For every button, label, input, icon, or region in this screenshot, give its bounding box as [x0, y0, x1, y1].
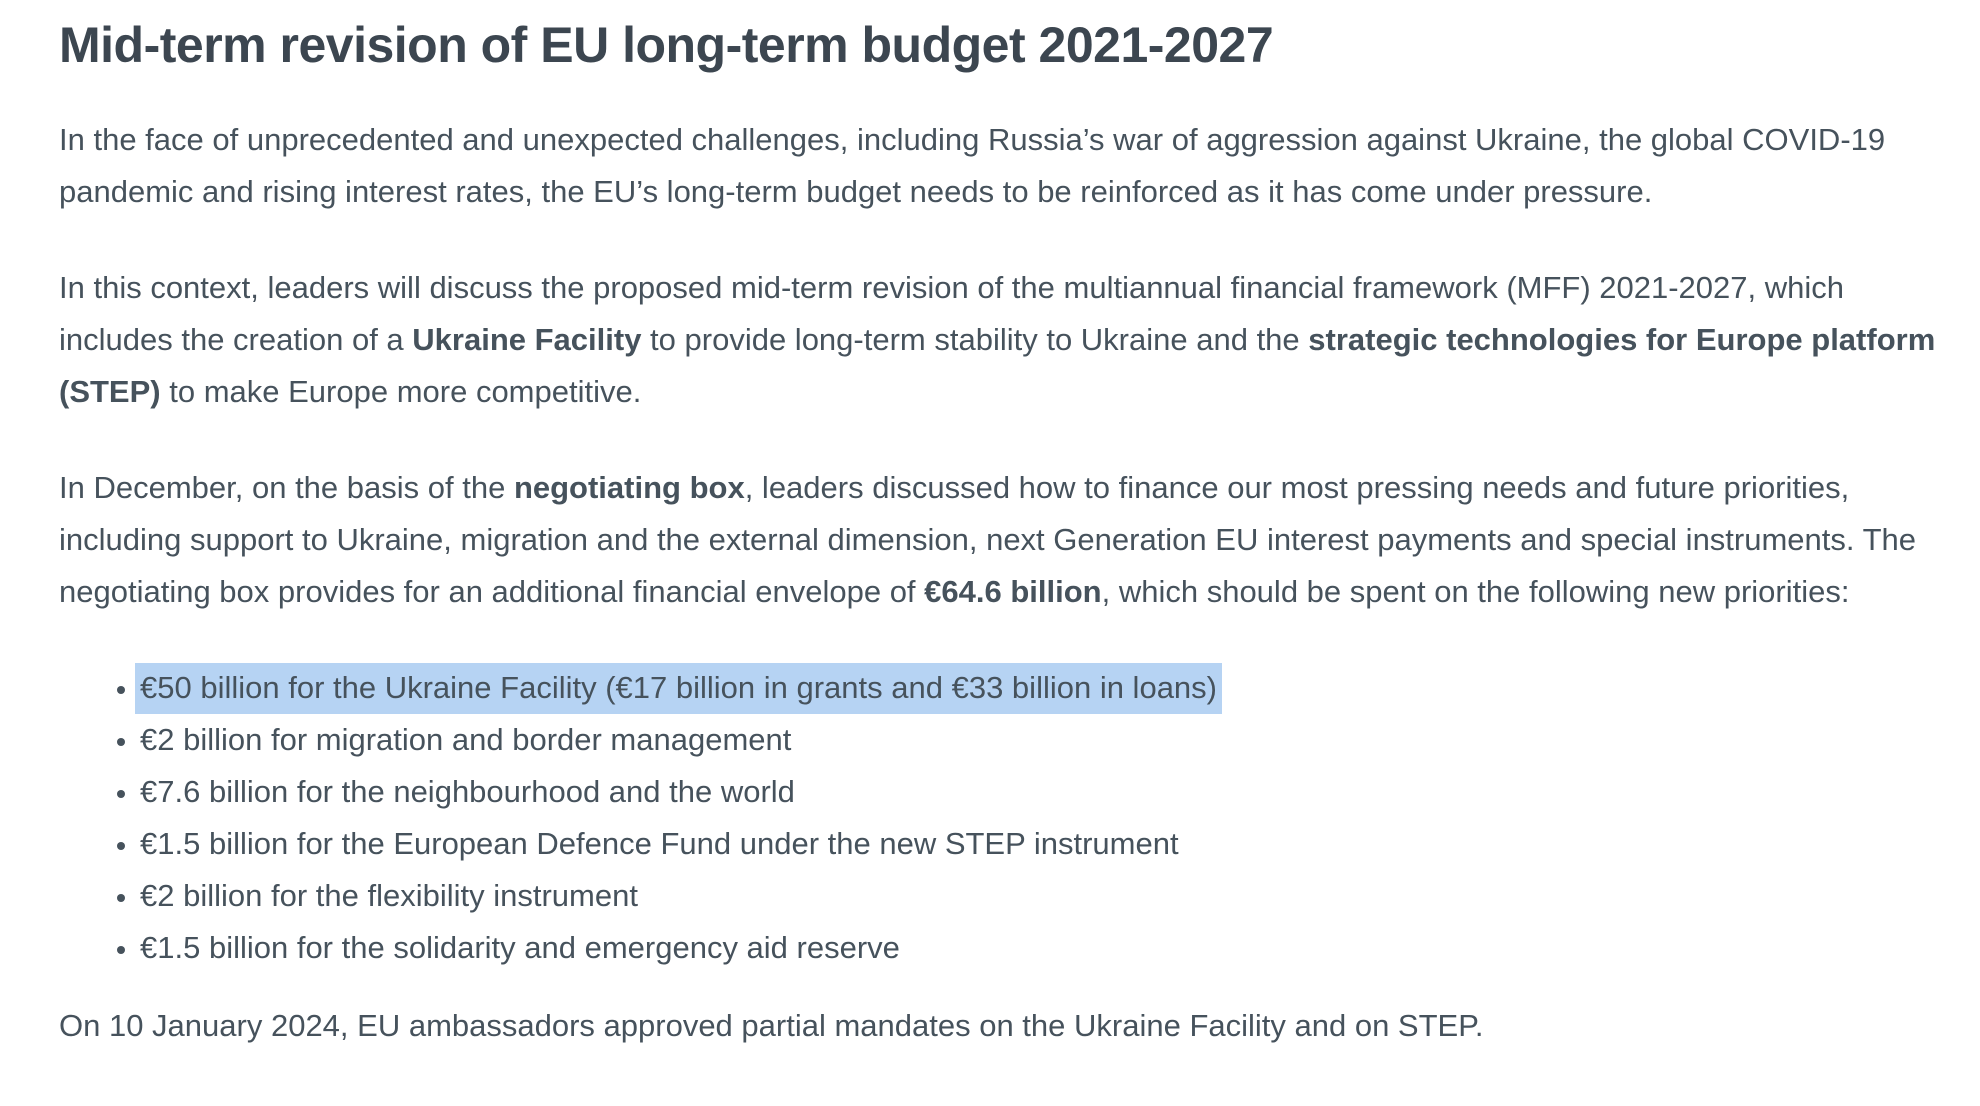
list-item-ukraine-facility [140, 662, 1944, 714]
list-item-label: €2 billion for the flexibility instrument [140, 878, 638, 913]
list-item-migration [140, 714, 1944, 766]
text-run: , which should be spent on the following new priorities: [1101, 574, 1850, 609]
list-item-label: €1.5 billion for the European Defence Fund under the new STEP instrument [140, 826, 1179, 861]
priorities-list [59, 662, 1944, 974]
paragraph-context [59, 262, 1944, 418]
text-run: to provide long-term stability to Ukraine and the [641, 322, 1309, 357]
list-item-label: €1.5 billion for the solidarity and emergency aid reserve [140, 930, 900, 965]
bold-text-amount: €64.6 billion [924, 574, 1102, 609]
paragraph-negotiating-box [59, 462, 1944, 618]
paragraph-intro [59, 114, 1944, 218]
text-run: to make Europe more competitive. [160, 374, 642, 409]
list-item-flexibility [140, 870, 1944, 922]
selected-text: €50 billion for the Ukraine Facility (€17 billion in grants and €33 billion in loans) [135, 663, 1222, 714]
paragraph-closing: On 10 January 2024, EU ambassadors approved partial mandates on the Ukraine Facility and on STEP. [59, 1008, 1484, 1043]
text-run: In December, on the basis of the [59, 470, 514, 505]
text-run: In the face of unprecedented and unexpected challenges, including Russia’s war of aggression against Ukraine, the global COVID-19 pandemic and rising interest rates, the EU’s long-term budget needs to be reinforced as it has come under pressure. [59, 122, 1886, 209]
list-item-label: €2 billion for migration and border management [140, 722, 792, 757]
text-run: , leaders discussed how to finance our most pressing needs and future priorities, including support to Ukraine, migration and the external dimension, next Generation EU interest payments and special instruments. The negotiating box provides for an additional financial envelope of [59, 470, 1916, 609]
list-item-neighbourhood [140, 766, 1944, 818]
text-run: In this context, leaders will discuss the proposed mid-term revision of the multiannual financial framework (MFF) 2021-2027, which includes the creation of a [59, 270, 1844, 357]
list-item-solidarity [140, 922, 1944, 974]
bold-text-ukraine-facility: Ukraine Facility [412, 322, 642, 357]
page-title: Mid-term revision of EU long-term budget 2021-2027 [59, 17, 1274, 73]
list-item-defence-fund [140, 818, 1944, 870]
list-item-label: €7.6 billion for the neighbourhood and the world [140, 774, 795, 809]
bold-text-step-platform: strategic technologies for Europe platform (STEP) [59, 322, 1936, 409]
bold-text-negotiating-box: negotiating box [513, 470, 745, 505]
